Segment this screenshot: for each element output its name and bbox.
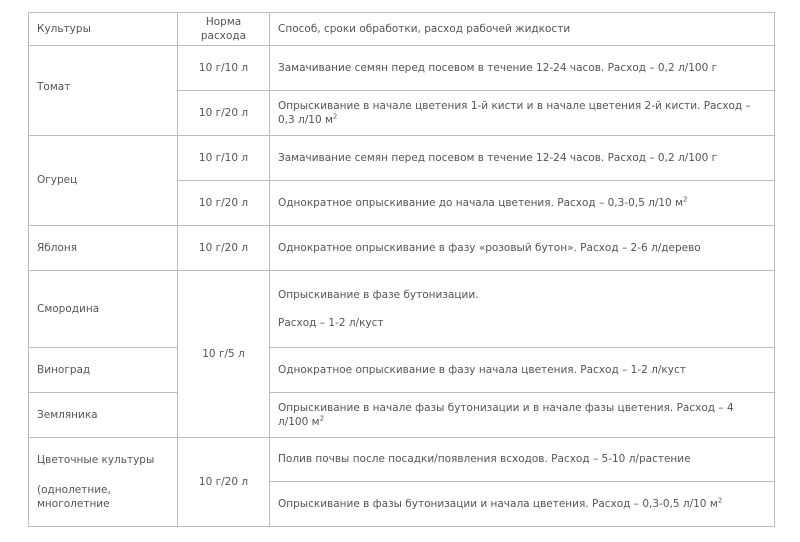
- culture-text: Цветочные культуры: [37, 453, 155, 466]
- table-row: [29, 46, 775, 91]
- unit-superscript: 2: [332, 112, 338, 121]
- method-cell: [270, 393, 775, 438]
- method-cell: Полив почвы после посадки/появления всходов. Расход – 5-10 л/растение: [270, 438, 775, 482]
- header-rate: Норма расхода: [178, 13, 270, 46]
- table-row: [29, 136, 775, 181]
- unit-superscript: 2: [717, 496, 723, 505]
- rate-cell: 10 г/20 л: [178, 181, 270, 226]
- rate-cell: 10 г/20 л: [178, 226, 270, 271]
- table-row: [29, 393, 775, 438]
- rate-cell-shared: 10 г/5 л: [178, 271, 270, 438]
- method-text: Однократное опрыскивание до начала цветения. Расход – 0,3-0,5 л/10 м: [278, 196, 683, 209]
- treatment-table: [28, 12, 775, 527]
- culture-cell-cucumber: Огурец: [29, 136, 178, 226]
- table-row: [29, 348, 775, 393]
- method-cell: Замачивание семян перед посевом в течение 12-24 часов. Расход – 0,2 л/100 г: [270, 136, 775, 181]
- culture-cell-strawberry: Земляника: [29, 393, 178, 438]
- method-text: Опрыскивание в фазы бутонизации и начала цветения. Расход – 0,3-0,5 л/10 м: [278, 497, 718, 510]
- method-cell: Однократное опрыскивание в фазу начала цветения. Расход – 1-2 л/куст: [270, 348, 775, 393]
- culture-cell-grape: Виноград: [29, 348, 178, 393]
- culture-cell-apple: Яблоня: [29, 226, 178, 271]
- culture-cell-currant: Смородина: [29, 271, 178, 348]
- page-content: [28, 12, 775, 527]
- rate-cell: 10 г/20 л: [178, 91, 270, 136]
- header-cultures: Культуры: [29, 13, 178, 46]
- rate-cell: 10 г/20 л: [178, 438, 270, 527]
- method-cell: [270, 181, 775, 226]
- unit-superscript: 2: [683, 195, 688, 204]
- method-text: Опрыскивание в начале цветения 1-й кисти и в начале цветения 2-й кисти. Расход – 0,3 л/10 м: [278, 99, 751, 126]
- header-method: Способ, сроки обработки, расход рабочей жидкости: [270, 13, 775, 46]
- table-row: [29, 226, 775, 271]
- rate-cell: 10 г/10 л: [178, 46, 270, 91]
- culture-cell-flowers: [29, 438, 178, 527]
- method-cell: [270, 482, 775, 527]
- culture-cell-tomato: Томат: [29, 46, 178, 136]
- method-text: Опрыскивание в фазе бутонизации.: [278, 288, 479, 301]
- method-cell: Замачивание семян перед посевом в течение 12-24 часов. Расход – 0,2 л/100 г: [270, 46, 775, 91]
- method-text: Опрыскивание в начале фазы бутонизации и в начале фазы цветения. Расход – 4 л/100 м: [278, 401, 734, 428]
- method-cell: Однократное опрыскивание в фазу «розовый бутон». Расход – 2-6 л/дерево: [270, 226, 775, 271]
- table-header-row: [29, 13, 775, 46]
- method-text: Расход – 1-2 л/куст: [278, 317, 384, 329]
- rate-cell: 10 г/10 л: [178, 136, 270, 181]
- unit-superscript: 2: [319, 414, 325, 423]
- method-cell: [270, 91, 775, 136]
- culture-text: (однолетние, многолетние: [37, 483, 111, 511]
- table-row: [29, 271, 775, 348]
- method-cell: [270, 271, 775, 348]
- table-row: [29, 438, 775, 482]
